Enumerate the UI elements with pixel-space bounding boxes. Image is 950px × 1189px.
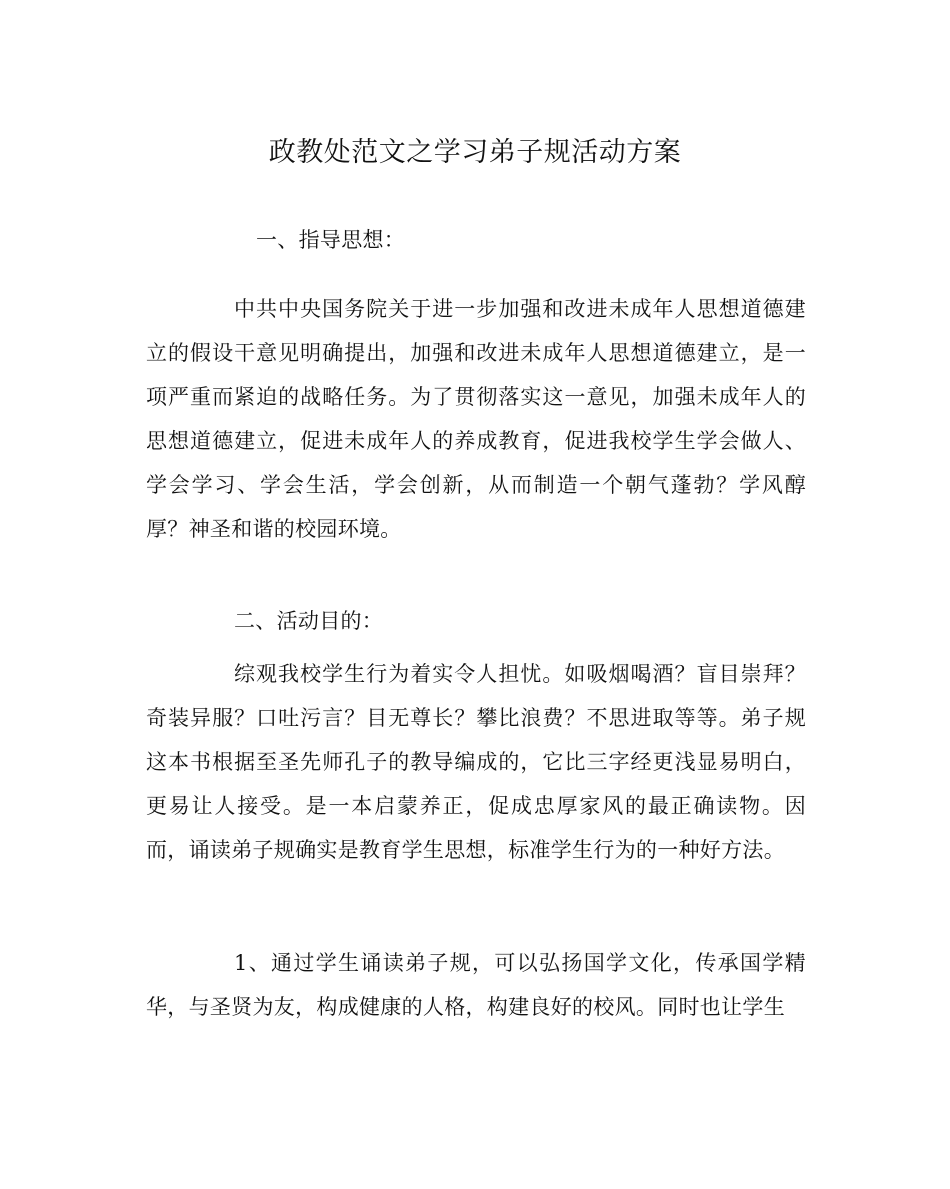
section-heading-guiding-thought: 一、指导思想： [256, 228, 406, 252]
paragraph-guiding-thought: 中共中央国务院关于进一步加强和改进未成年人思想道德建立的假设干意见明确提出，加强和改进未成年人思想道德建立，是一项严重而紧迫的战略任务。为了贯彻落实这一意见，加强未成年人的思想道德建立，促进未成年人的养成教育，促进我校学生学会做人、学会学习、学会生活，学会创新，从而制造一个朝气蓬勃？学风醇厚？神圣和谐的校园环境。 [146, 297, 806, 541]
document-title: 政教处范文之学习弟子规活动方案 [268, 137, 682, 168]
section-heading-activity-purpose: 二、活动目的： [234, 609, 384, 633]
paragraph-item-1: 1、通过学生诵读弟子规，可以弘扬国学文化，传承国学精华，与圣贤为友，构成健康的人格，构建良好的校风。同时也让学生 [146, 951, 806, 1019]
paragraph-activity-purpose: 综观我校学生行为着实令人担忧。如吸烟喝酒？盲目崇拜？奇装异服？口吐污言？目无尊长？攀比浪费？不思进取等等。弟子规这本书根据至圣先师孔子的教导编成的，它比三字经更浅显易明白，更易让人接受。是一本启蒙养正，促成忠厚家风的最正确读物。因而，诵读弟子规确实是教育学生思想，标准学生行为的一种好方法。 [146, 662, 806, 862]
